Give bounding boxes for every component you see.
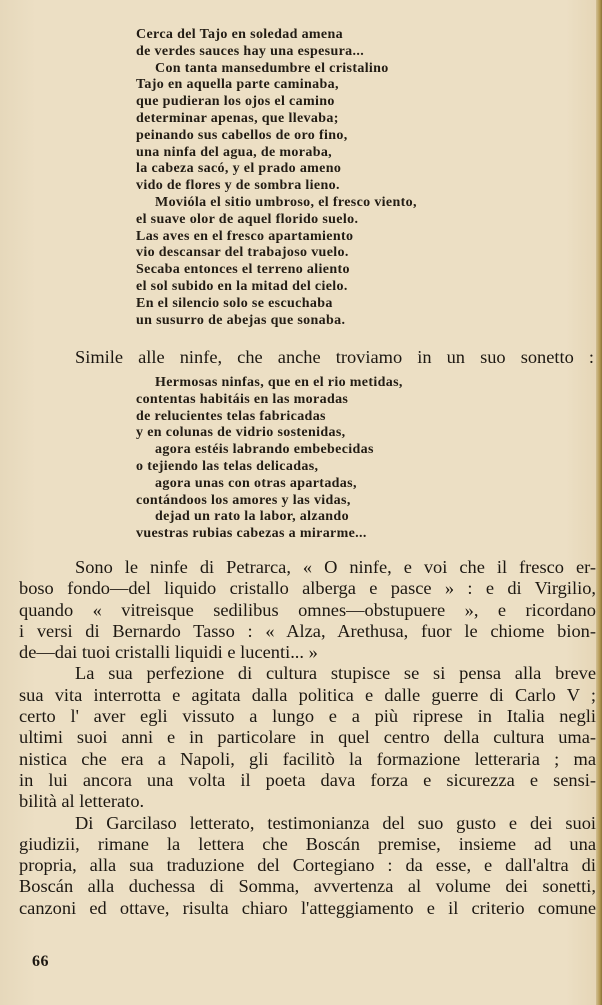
- poem-line: Secaba entonces el terreno aliento: [136, 262, 350, 278]
- poem-line: vio descansar del trabajoso vuelo.: [136, 245, 349, 261]
- poem-excerpt-sonnet: [136, 375, 403, 543]
- poem-line: Hermosas ninfas, que en el rio metidas,: [155, 375, 403, 390]
- poem-line: Con tanta mansedumbre el cristalino: [155, 60, 389, 76]
- poem-line: una ninfa del agua, de moraba,: [136, 144, 333, 160]
- poem-line: Tajo en aquella parte caminaba,: [136, 77, 339, 93]
- prose-line: de—dai tuoi cristalli liquidi e lucenti... »: [19, 642, 318, 663]
- prose-body: [19, 557, 596, 919]
- poem-line: En el silencio solo se escuchaba: [136, 295, 333, 311]
- prose-line: giudizii, rimane la lettera che Boscán premise, insieme ad una: [19, 833, 596, 854]
- prose-line: Boscán alla duchessa di Somma, avvertenza al volume dei sonetti,: [19, 876, 596, 897]
- prose-line: Sono le ninfe di Petrarca, « O ninfe, e voi che il fresco er-: [75, 557, 596, 577]
- poem-line: vuestras rubias cabezas a mirarme...: [136, 526, 367, 542]
- prose-line: quando « vitreisque sedilibus omnes—obstupuere », e ricordano: [19, 599, 596, 620]
- poem-line: agora unas con otras apartadas,: [155, 475, 357, 491]
- page-number: 66: [32, 953, 49, 970]
- poem-line: Cerca del Tajo en soledad amena: [136, 27, 343, 42]
- poem-line: de relucientes telas fabricadas: [136, 408, 326, 424]
- poem-line: dejad un rato la labor, alzando: [155, 509, 349, 525]
- intro-sentence: Simile alle ninfe, che anche troviamo in un suo sonetto :: [75, 347, 594, 367]
- prose-line: bilità al letterato.: [19, 791, 145, 812]
- poem-line: o tejiendo las telas delicadas,: [136, 458, 319, 474]
- poem-line: que pudieran los ojos el camino: [136, 94, 335, 110]
- prose-line: certo l' aver egli vissuto a lungo e a più riprese in Italia negli: [19, 706, 596, 727]
- poem-line: agora estéis labrando embebecidas: [155, 442, 374, 458]
- prose-line: i versi di Bernardo Tasso : « Alza, Arethusa, fuor le chiome bion-: [19, 620, 596, 641]
- poem-line: determinar apenas, que llevaba;: [136, 110, 339, 126]
- prose-line: boso fondo—del liquido cristallo alberga e pasce » : e di Virgilio,: [19, 578, 596, 599]
- poem-line: el sol subido en la mitad del cielo.: [136, 278, 348, 294]
- prose-line: ultimi suoi anni e in particolare in quel centro della cultura uma-: [19, 727, 596, 748]
- prose-line: in lui ancora una volta il poeta dava forza e sicurezza e sensi-: [19, 769, 596, 790]
- poem-line: de verdes sauces hay una espesura...: [136, 43, 365, 59]
- poem-excerpt-tajo: [136, 27, 417, 329]
- prose-line: sua vita interrotta e agitata dalla politica e dalle guerre di Carlo V ;: [19, 684, 596, 705]
- poem-line: y en colunas de vidrio sostenidas,: [136, 425, 346, 441]
- prose-line: nistica che era a Napoli, gli facilitò la formazione letteraria ; ma: [19, 748, 596, 769]
- prose-line: La sua perfezione di cultura stupisce se si pensa alla breve: [75, 663, 596, 684]
- poem-line: Las aves en el fresco apartamiento: [136, 228, 354, 244]
- prose-line: propria, alla sua traduzione del Cortegiano : da esse, e dall'altra di: [19, 855, 596, 876]
- poem-line: Movióla el sitio umbroso, el fresco viento,: [155, 194, 417, 210]
- poem-line: vido de flores y de sombra lieno.: [136, 178, 340, 194]
- poem-line: un susurro de abejas que sonaba.: [136, 312, 346, 328]
- poem-line: el suave olor de aquel florido suelo.: [136, 211, 359, 227]
- page-edge: [596, 0, 602, 1005]
- prose-line: Di Garcilaso letterato, testimonianza del suo gusto e dei suoi: [75, 812, 596, 833]
- poem-line: contentas habitáis en las moradas: [136, 391, 349, 407]
- poem-line: peinando sus cabellos de oro fino,: [136, 127, 348, 143]
- poem-line: la cabeza sacó, y el prado ameno: [136, 161, 342, 177]
- prose-line: canzoni ed ottave, risulta chiaro l'atteggiamento e il criterio comune: [19, 897, 596, 918]
- poem-line: contándoos los amores y las vidas,: [136, 492, 351, 508]
